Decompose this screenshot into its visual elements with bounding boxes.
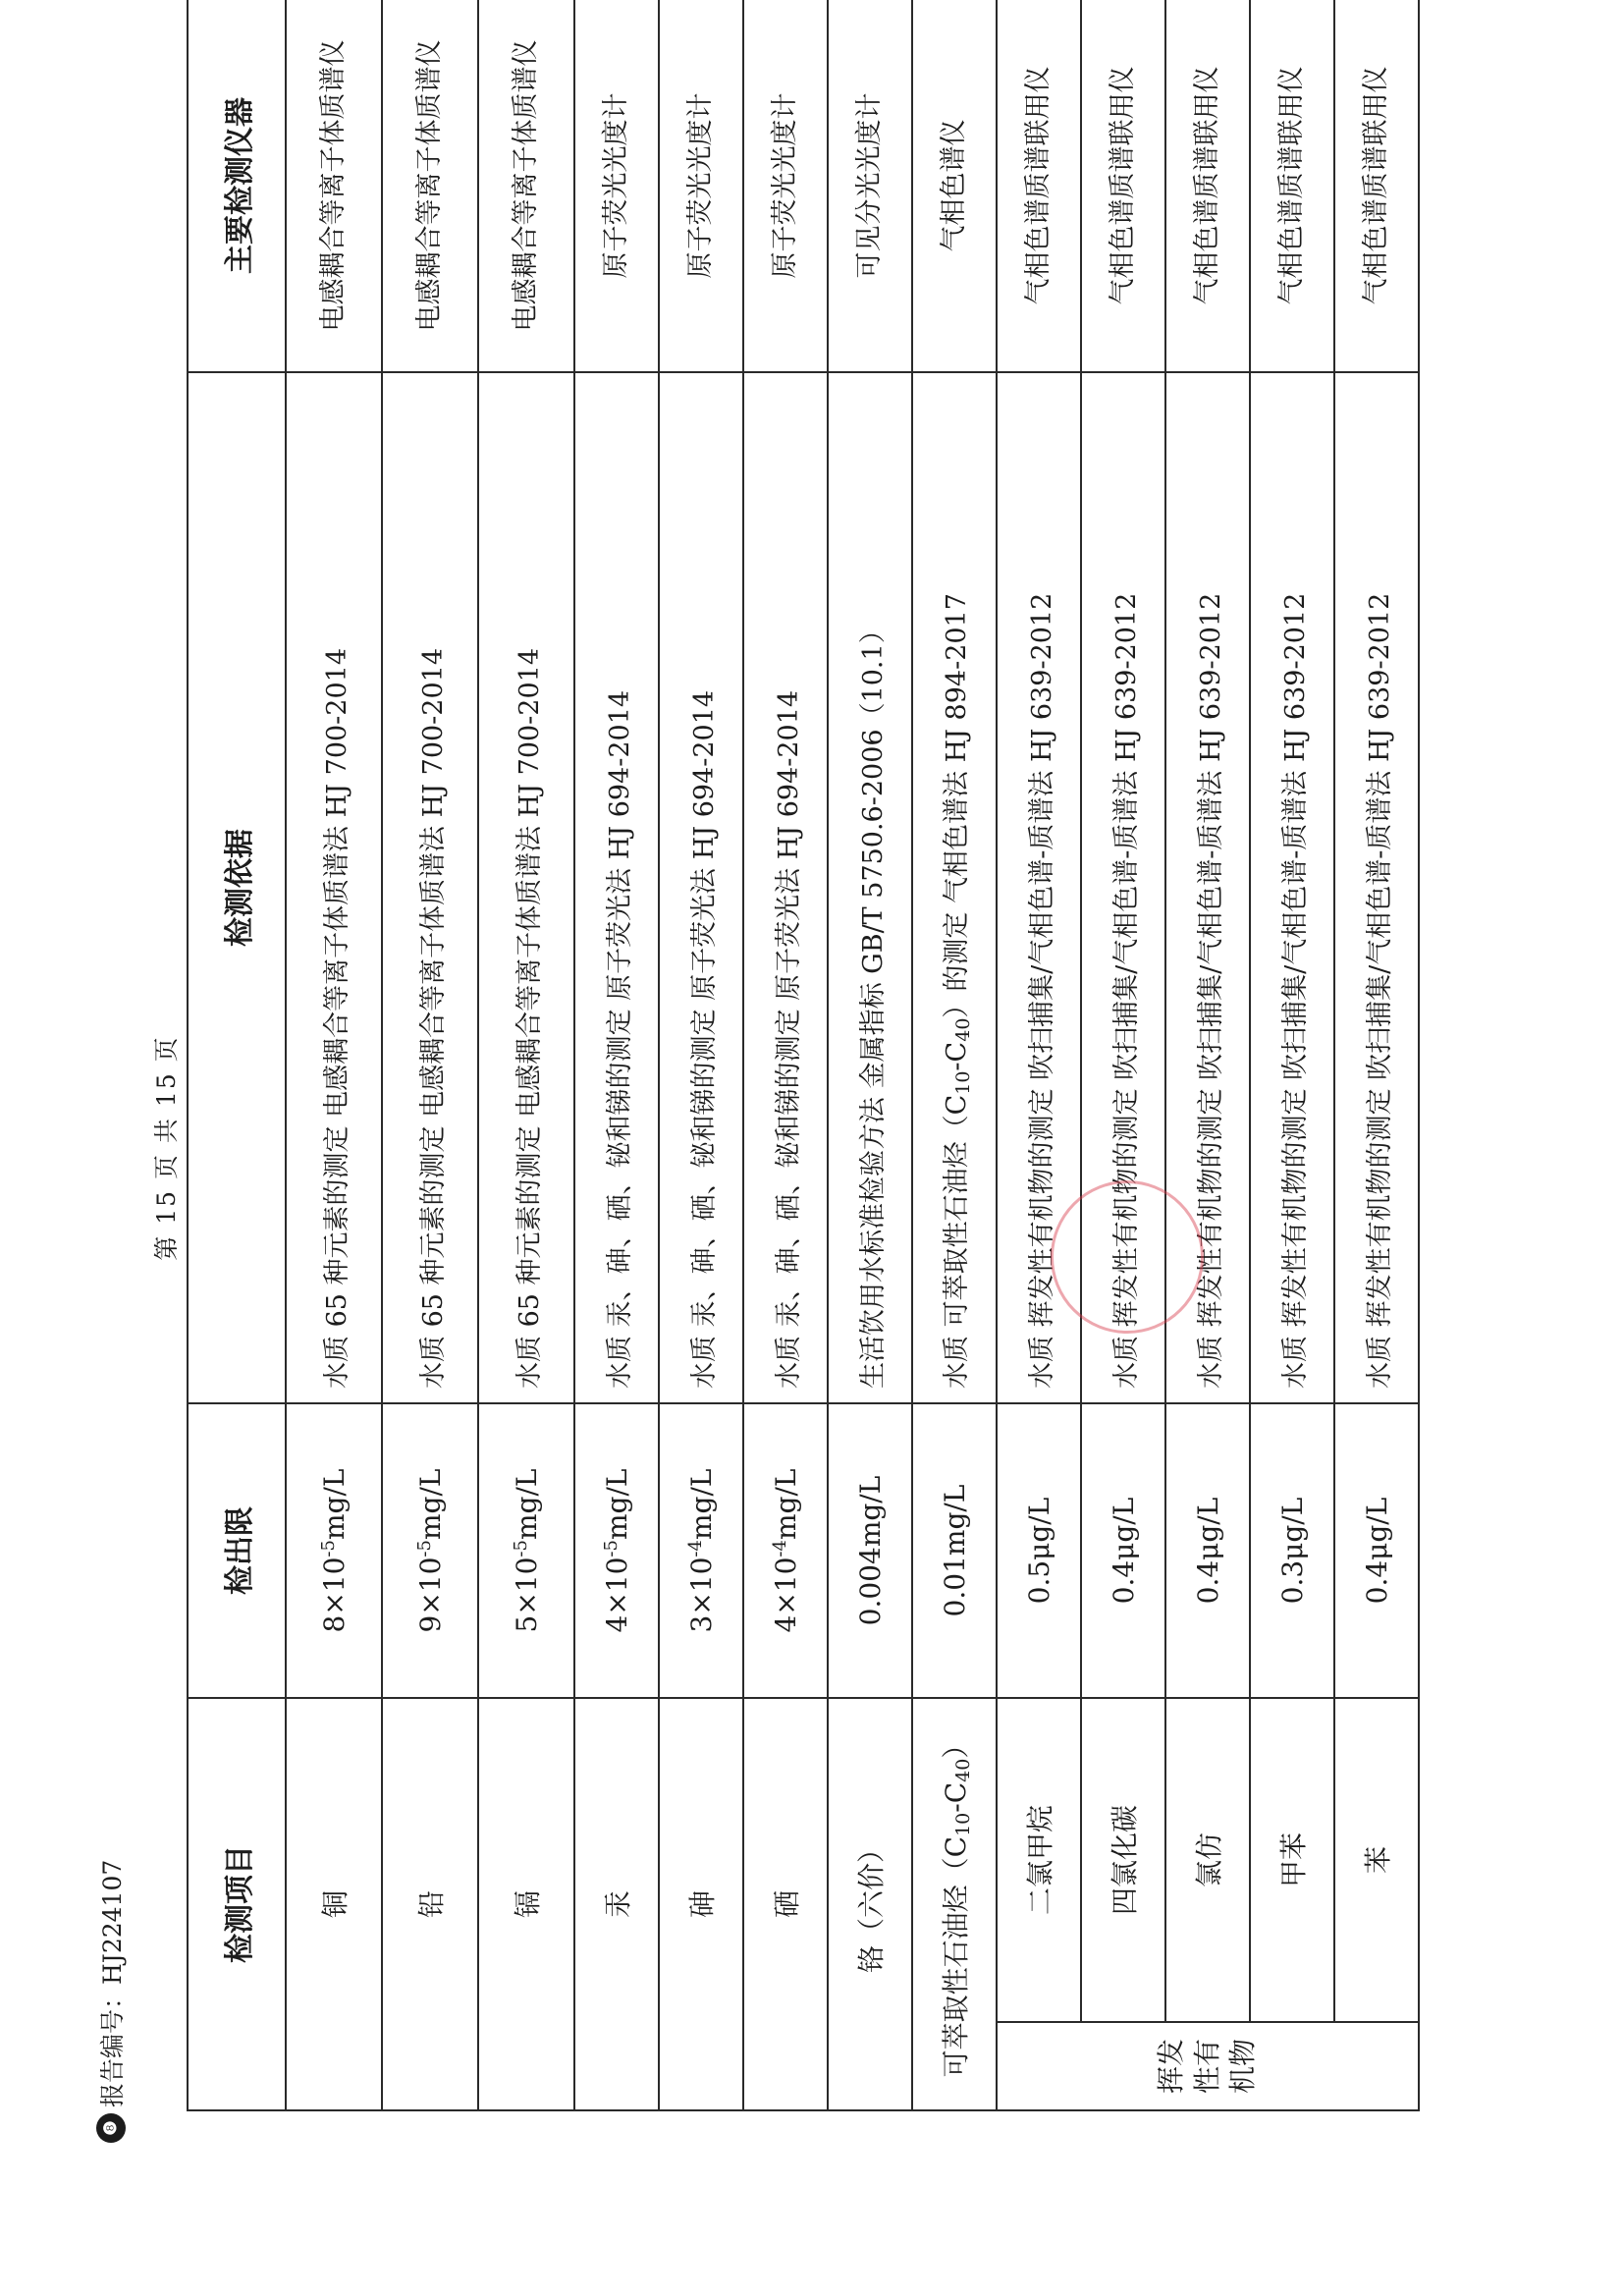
basis-cell: 水质 挥发性有机物的测定 吹扫捕集/气相色谱-质谱法 HJ 639-2012	[997, 372, 1081, 1403]
basis-cell: 水质 汞、砷、硒、铋和锑的测定 原子荧光法 HJ 694-2014	[659, 372, 743, 1403]
col-header-limit: 检出限	[188, 1403, 286, 1698]
table-row	[997, 0, 1081, 2110]
limit-unit: mg/L	[317, 1468, 351, 1541]
table-row	[828, 0, 912, 2110]
instrument-cell: 气相色谱质谱联用仪	[1250, 0, 1334, 372]
instrument-cell: 气相色谱仪	[912, 0, 997, 372]
limit-unit: mg/L	[600, 1468, 633, 1541]
item-text: -C	[940, 1781, 972, 1813]
limit-cell: 0.4μg/L	[1165, 1403, 1250, 1698]
basis-text: -C	[942, 1041, 972, 1071]
limit-exponent: -4	[769, 1540, 790, 1558]
instrument-cell: 原子荧光光度计	[574, 0, 659, 372]
basis-cell: 水质 65 种元素的测定 电感耦合等离子体质谱法 HJ 700-2014	[286, 372, 382, 1403]
limit-exponent: -5	[317, 1540, 339, 1558]
limit-cell: 0.01mg/L	[912, 1403, 997, 1698]
basis-cell: 生活饮用水标准检验方法 金属指标 GB/T 5750.6-2006（10.1）	[828, 372, 912, 1403]
limit-cell: 0.5μg/L	[997, 1403, 1081, 1698]
table-row	[382, 0, 478, 2110]
instrument-cell: 气相色谱质谱联用仪	[1165, 0, 1250, 372]
company-logo-icon: ❽	[96, 2113, 126, 2143]
basis-cell: 水质 挥发性有机物的测定 吹扫捕集/气相色谱-质谱法 HJ 639-2012	[1081, 372, 1165, 1403]
limit-base: 8×10	[317, 1557, 351, 1633]
basis-cell: 水质 汞、砷、硒、铋和锑的测定 原子荧光法 HJ 694-2014	[574, 372, 659, 1403]
detection-method-table	[187, 0, 1420, 2111]
table-row	[1081, 0, 1165, 2110]
item-cell: 铅	[382, 1698, 478, 2110]
basis-subscript: 40	[952, 1017, 974, 1042]
basis-cell: 水质 挥发性有机物的测定 吹扫捕集/气相色谱-质谱法 HJ 639-2012	[1334, 372, 1419, 1403]
item-cell: 铜	[286, 1698, 382, 2110]
item-cell	[912, 1698, 997, 2110]
item-text: ）	[940, 1730, 972, 1759]
limit-unit: mg/L	[769, 1468, 802, 1541]
instrument-cell: 电感耦合等离子体质谱仪	[286, 0, 382, 372]
instrument-cell: 气相色谱质谱联用仪	[997, 0, 1081, 372]
item-cell: 甲苯	[1250, 1698, 1334, 2022]
limit-exponent: -4	[684, 1540, 706, 1558]
limit-exponent: -5	[413, 1540, 435, 1558]
item-cell: 四氯化碳	[1081, 1698, 1165, 2022]
limit-cell: 0.004mg/L	[828, 1403, 912, 1698]
limit-cell	[286, 1403, 382, 1698]
limit-cell	[574, 1403, 659, 1698]
item-cell: 苯	[1334, 1698, 1419, 2022]
limit-cell: 0.3μg/L	[1250, 1403, 1334, 1698]
item-cell: 镉	[478, 1698, 574, 2110]
red-seal-stamp	[1051, 1180, 1204, 1334]
table-row	[912, 0, 997, 2110]
item-cell: 硒	[743, 1698, 828, 2110]
limit-unit: mg/L	[684, 1468, 718, 1541]
basis-cell	[912, 372, 997, 1403]
instrument-cell: 原子荧光光度计	[743, 0, 828, 372]
basis-cell: 水质 挥发性有机物的测定 吹扫捕集/气相色谱-质谱法 HJ 639-2012	[1165, 372, 1250, 1403]
limit-base: 5×10	[510, 1557, 543, 1633]
page-number: 第 15 页 共 15 页	[152, 1035, 181, 1261]
table-row	[286, 0, 382, 2110]
instrument-cell: 电感耦合等离子体质谱仪	[382, 0, 478, 372]
limit-cell: 0.4μg/L	[1334, 1403, 1419, 1698]
item-cell: 砷	[659, 1698, 743, 2110]
instrument-cell: 电感耦合等离子体质谱仪	[478, 0, 574, 372]
table-row	[743, 0, 828, 2110]
instrument-cell: 气相色谱质谱联用仪	[1081, 0, 1165, 372]
col-header-instrument: 主要检测仪器	[188, 0, 286, 372]
limit-cell	[382, 1403, 478, 1698]
table-row	[1250, 0, 1334, 2110]
col-header-basis: 检测依据	[188, 372, 286, 1403]
limit-cell: 0.4μg/L	[1081, 1403, 1165, 1698]
basis-text: 水质 可萃取性石油烃（C	[942, 1094, 972, 1389]
table-row	[1165, 0, 1250, 2110]
limit-cell	[478, 1403, 574, 1698]
item-cell: 汞	[574, 1698, 659, 2110]
basis-cell: 水质 65 种元素的测定 电感耦合等离子体质谱法 HJ 700-2014	[382, 372, 478, 1403]
limit-base: 3×10	[684, 1557, 718, 1633]
limit-base: 9×10	[413, 1557, 447, 1633]
table-row	[574, 0, 659, 2110]
voc-group-cell: 挥发性有机物	[997, 2022, 1419, 2110]
limit-exponent: -5	[600, 1540, 622, 1558]
instrument-cell: 可见分光光度计	[828, 0, 912, 372]
item-subscript: 40	[952, 1758, 974, 1782]
instrument-cell: 原子荧光光度计	[659, 0, 743, 372]
basis-text: ）的测定 气相色谱法 HJ 894-2017	[942, 593, 972, 1018]
instrument-cell: 气相色谱质谱联用仪	[1334, 0, 1419, 372]
basis-cell: 水质 汞、砷、硒、铋和锑的测定 原子荧光法 HJ 694-2014	[743, 372, 828, 1403]
table-row	[659, 0, 743, 2110]
table-row	[478, 0, 574, 2110]
limit-cell	[659, 1403, 743, 1698]
basis-cell: 水质 65 种元素的测定 电感耦合等离子体质谱法 HJ 700-2014	[478, 372, 574, 1403]
report-header	[93, 1860, 129, 2143]
limit-exponent: -5	[510, 1540, 531, 1558]
basis-cell: 水质 挥发性有机物的测定 吹扫捕集/气相色谱-质谱法 HJ 639-2012	[1250, 372, 1334, 1403]
item-cell: 铬（六价）	[828, 1698, 912, 2110]
table-row	[1334, 0, 1419, 2110]
limit-unit: mg/L	[413, 1468, 447, 1541]
col-header-item: 检测项目	[188, 1698, 286, 2110]
limit-base: 4×10	[769, 1557, 802, 1633]
limit-cell	[743, 1403, 828, 1698]
item-text: 可萃取性石油烃（C	[940, 1835, 972, 2078]
report-number: 报告编号：HJ224107	[98, 1859, 127, 2107]
limit-unit: mg/L	[510, 1468, 543, 1541]
item-subscript: 10	[952, 1812, 974, 1836]
table-header-row	[188, 0, 286, 2110]
limit-base: 4×10	[600, 1557, 633, 1633]
basis-subscript: 10	[952, 1070, 974, 1095]
item-cell: 二氯甲烷	[997, 1698, 1081, 2022]
item-cell: 氯仿	[1165, 1698, 1250, 2022]
